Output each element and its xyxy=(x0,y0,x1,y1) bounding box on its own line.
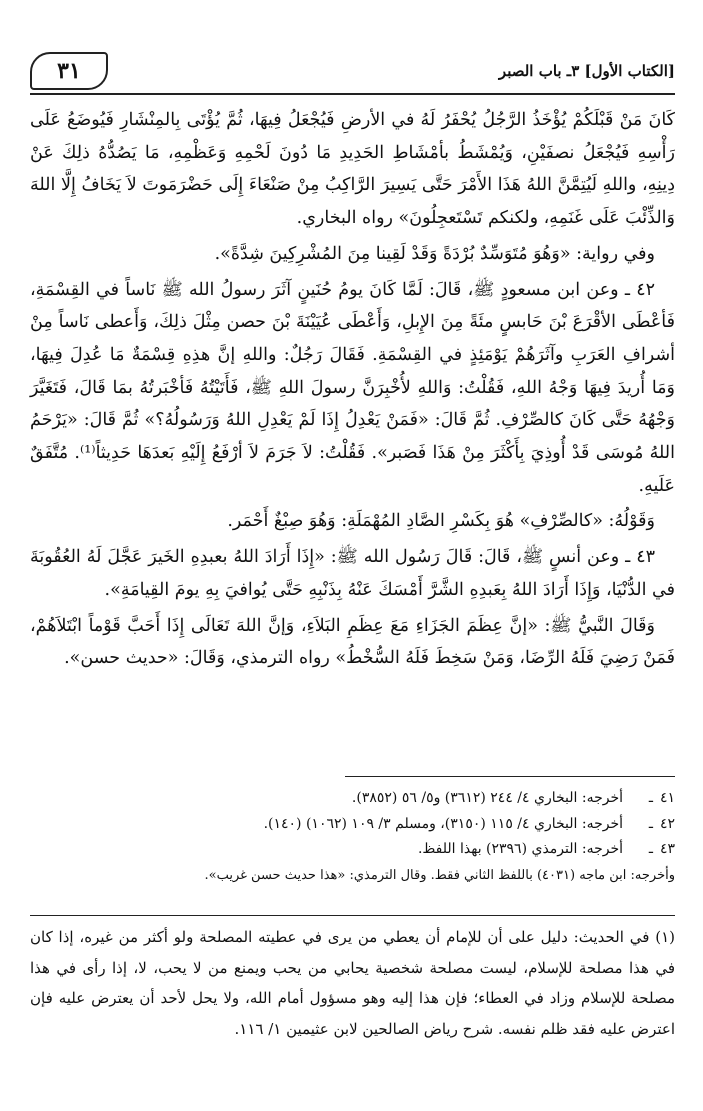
page-number: ٣١ xyxy=(30,52,108,90)
hadith-continuation: كَانَ مَنْ قَبْلَكُمْ يُؤْخَذُ الرَّجُلُ يُحْفَرُ لَهُ في الأرضِ فَيُجْعَلُ فِيهَا، ثُمَّ يُؤْتَى بِالمِنْشَارِ فَيُوضَعُ عَلَى رَأْسِهِ فَيُجْعَلُ نصفَيْنِ، وَيُمْشَطُ بأمْشَاطِ الحَدِيدِ مَا دُونَ لَحْمِهِ وَعَظْمِهِ، مَا يَصُدُّهُ ذلِكَ عَنْ دِينِهِ، واللهِ لَيُتِمَّنَّ اللهُ هَذَا الأَمْرَ حَتَّى يَسِيرَ الرَّاكِبُ مِنْ صَنْعَاءَ إِلَى حَضْرَمَوتَ لاَ يَخَافُ إِلَّا اللهَ وَالذِّئْبَ عَلَى غَنَمِهِ، ولكنكم تَسْتَعجِلُونَ» رواه البخاري. xyxy=(30,110,675,229)
footnote-divider xyxy=(30,915,675,916)
takhrij-notes xyxy=(30,786,675,888)
footnote-1: (١) في الحديث: دليل على أن للإمام أن يعطي من يرى في عطيته المصلحة ولو أكثر من غيره، إذا كان في هذا مصلحة للإسلام، ليست مصلحة شخصية يحابي من يحب ويمنع من لا يحب، لا، إذا رأى في هذا مصلحة للإسلام وزاد في العطاء؛ فإن هذا إليه وهو مسؤول أمام الله، ولا يحل لأحد أن يعترض عليه فإن اعترض عليه فقد ظلم نفسه. شرح رياض الصالحين لابن عثيمين ١/ ١١٦. xyxy=(30,928,675,1038)
note-number: ٤٢ xyxy=(659,815,675,832)
note-number: ٤٣ xyxy=(659,841,675,857)
note-number: ٤١ xyxy=(659,790,675,806)
note-text: أخرجه: البخاري ٤/ ١١٥ (٣١٥٠)، ومسلم ٣/ ١٠٩ (١٠٦٢) (١٤٠). xyxy=(263,815,623,832)
header-divider xyxy=(30,93,675,95)
page-header xyxy=(30,50,675,92)
hadith-42: ٤٢ ـ وعن ابن مسعودٍ ﷺ، قَالَ: لَمَّا كَانَ يومُ حُنَينٍ آثَرَ رسولُ الله ﷺ نَاساً في القِسْمَةِ، فَأعْطَى الأقْرَعَ بْنَ حَابسٍ مئَةً مِنَ الإِبلِ، وَأَعْطَى عُيَيْنَةَ بْنَ حصن مِثْلَ ذلِكَ، وَأَعطى نَاساً مِنْ أشرافِ العَرَبِ وآثَرَهُمْ يَوْمَئِذٍ في القِسْمَةِ. فَقَالَ رَجُلٌ: واللهِ إنَّ هذِهِ قِسْمَةٌ مَا عُدِلَ فِيهَا، وَمَا أُريدَ فِيهَا وَجْهُ اللهِ، فَقُلْتُ: وَاللهِ لأُخْبِرَنَّ رسولَ اللهِ ﷺ، فَأَتَيْتُهُ فَأخْبَرتُهُ بمَا قَالَ، فَتَغَيَّرَ وَجْهُهُ حَتَّى كَانَ كالصِّرْفِ. ثُمَّ قَالَ: «فَمَنْ يَعْدِلُ إِذَا لَمْ يَعْدِلِ اللهُ وَرَسُولُهُ؟» ثُمَّ قَالَ: «يَرْحَمُ اللهُ مُوسَى قَدْ أُوذِيَ بِأَكْثَرَ مِنْ هَذَا فَصَبر». فَقُلْتُ: لاَ جَرَمَ لاَ أرْفَعُ إِلَيْهِ بَعدَهَا حَدِيثاً⁽¹⁾. مُتَّفَقٌ عَلَيهِ. xyxy=(30,279,676,496)
word-explanation: وَقَوْلُهُ: «كالصِّرْفِ» هُوَ بِكَسْرِ الصَّادِ المُهْمَلَةِ: وَهُوَ صِبْغٌ أَحْمَر. xyxy=(227,511,655,532)
hadith-43-second: وَقَالَ النَّبيُّ ﷺ: «إنَّ عِظَمَ الجَزَاءِ مَعَ عِظَمِ البَلاَءِ، وَإنَّ اللهَ تَعَالَى إِذَا أَحَبَّ قَوْماً ابْتَلاَهُمْ، فَمَنْ رَضِيَ فَلَهُ الرِّضَا، وَمَنْ سَخِطَ فَلَهُ السُّخْطُ» رواه الترمذي، وَقَالَ: «حديث حسن». xyxy=(30,615,675,669)
narration-variant: وفي رواية: «وَهُوَ مُتَوَسِّدٌ بُرْدَةً وَقَدْ لَقِينا مِنَ المُشْرِكِينَ شِدَّةً». xyxy=(214,243,655,264)
note-41: ٤١ ـ أخرجه: البخاري ٤/ ٢٤٤ (٣٦١٢) و٥/ ٥٦ (٣٨٥٢). xyxy=(30,786,675,812)
note-43: ٤٣ ـ أخرجه: الترمذي (٢٣٩٦) بهذا اللفظ. xyxy=(30,837,675,863)
note-text: أخرجه: البخاري ٤/ ٢٤٤ (٣٦١٢) و٥/ ٥٦ (٣٨٥٢). xyxy=(351,790,623,806)
note-42: ٤٢ ـ أخرجه: البخاري ٤/ ١١٥ (٣١٥٠)، ومسلم ٣/ ١٠٩ (١٠٦٢) (١٤٠). xyxy=(30,812,675,838)
note-43-extra: وأخرجه: ابن ماجه (٤٠٣١) باللفظ الثاني فقط. وقال الترمذي: «هذا حديث حسن غريب». xyxy=(204,867,675,883)
main-text xyxy=(30,104,675,678)
hadith-43: ٤٣ ـ وعن أنسٍ ﷺ، قَالَ: قَالَ رَسُول الله ﷺ: «إِذَا أَرَادَ اللهُ بعبدِهِ الخَيرَ عَجَّلَ لَهُ العُقُوبَةَ في الدُّنْيَا، وَإِذَا أَرَادَ اللهُ بِعَبدِهِ الشَّرَّ أَمْسَكَ عَنْهُ بِذَنْبِهِ حَتَّى يُوافيَ بِهِ يومَ القِيامَةِ». xyxy=(30,547,675,600)
running-head: [الكتاب الأول] ٣ـ باب الصبر xyxy=(498,62,675,80)
notes-divider xyxy=(345,776,675,777)
note-text: أخرجه: الترمذي (٢٣٩٦) بهذا اللفظ. xyxy=(417,841,623,857)
